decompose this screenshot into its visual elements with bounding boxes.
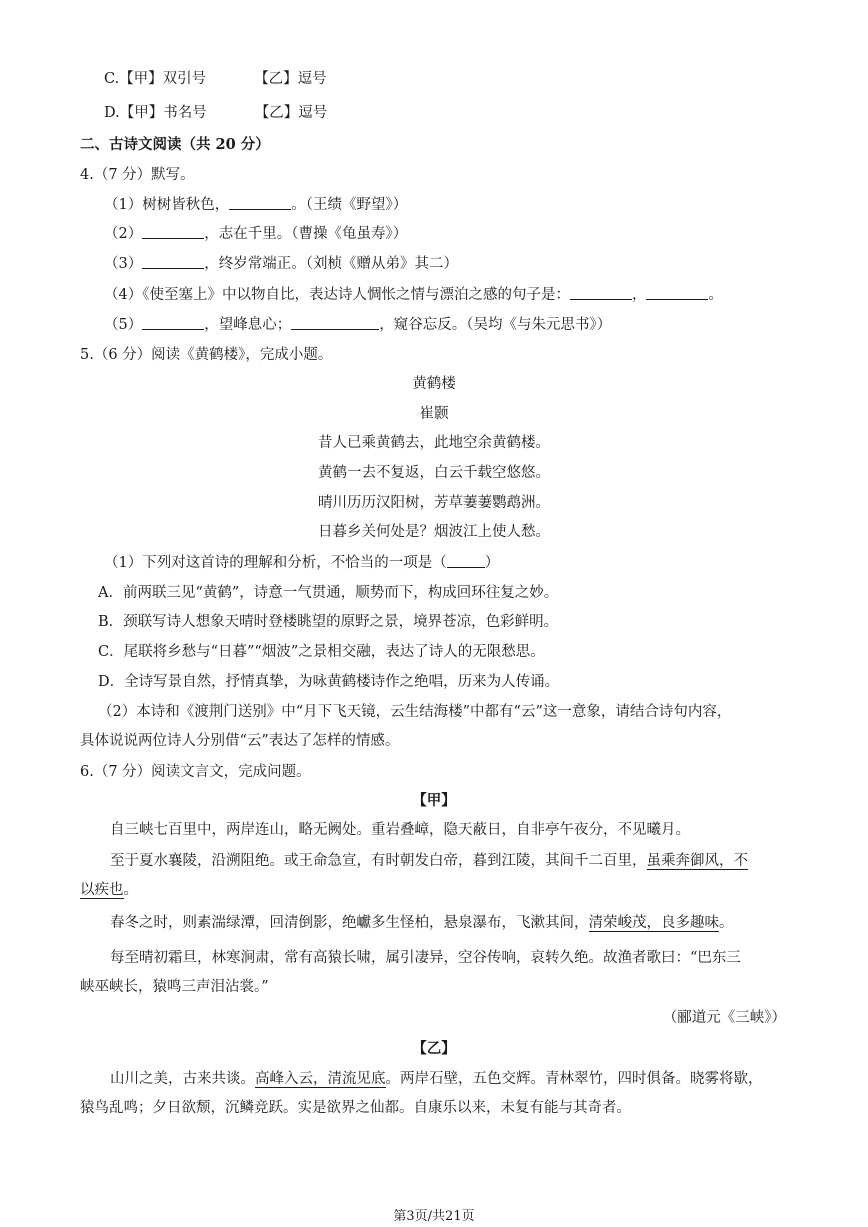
passage-paragraph: 每至晴初霜旦，林寒涧肃，常有高猿长啸，属引凄异，空谷传响，哀转久绝。故渔者歌曰：“巴东三 bbox=[110, 950, 741, 966]
passage-paragraph: 山川之美，古来共谈。高峰入云，清流见底。两岸石壁，五色交辉。青林翠竹，四时俱备。晓雾将歇， bbox=[110, 1071, 763, 1087]
passage-paragraph-cont: 以疾也。 bbox=[80, 882, 138, 898]
answer-blank[interactable] bbox=[142, 254, 204, 269]
passage-paragraph: 自三峡七百里中，两岸连山，略无阙处。重岩叠嶂，隐天蔽日，自非亭午夜分，不见曦月。 bbox=[110, 822, 690, 838]
q4-item-4: （4）《使至塞上》中以物自比，表达诗人惆怅之情与漂泊之感的句子是： ， 。 bbox=[104, 287, 723, 303]
poem-line: 晴川历历汉阳树，芳草萋萋鹦鹉洲。 bbox=[318, 495, 550, 511]
passage-paragraph-cont: 峡巫峡长，猿鸣三声泪沾裳。” bbox=[80, 979, 269, 995]
q3-option-d: D.【甲】书名号 【乙】逗号 bbox=[104, 105, 328, 121]
answer-blank[interactable] bbox=[291, 315, 379, 330]
passage-paragraph-cont: 猿鸟乱鸣；夕日欲颓，沉鳞竞跃。实是欲界之仙都。自康乐以来，未复有能与其奇者。 bbox=[80, 1100, 631, 1116]
q4-item-3: （3） ，终岁常端正。（刘桢《赠从弟》其二） bbox=[104, 256, 458, 272]
q6-stem: 6.（7 分）阅读文言文，完成问题。 bbox=[80, 764, 311, 780]
q3-option-c: C.【甲】双引号 【乙】逗号 bbox=[104, 71, 327, 87]
answer-blank[interactable] bbox=[142, 315, 204, 330]
answer-blank[interactable] bbox=[142, 224, 204, 239]
section-heading: 二、古诗文阅读（共 20 分） bbox=[80, 136, 270, 153]
underlined-sentence: 虽乘奔御风，不 bbox=[646, 853, 748, 869]
passage-paragraph: 春冬之时，则素湍绿潭，回清倒影，绝巘多生怪柏，悬泉瀑布，飞漱其间，清荣峻茂，良多趣味。 bbox=[110, 915, 734, 931]
q4-item-5: （5） ，望峰息心； ，窥谷忘反。（吴均《与朱元思书》） bbox=[104, 317, 612, 333]
answer-blank[interactable] bbox=[646, 285, 708, 300]
answer-blank[interactable] bbox=[447, 553, 485, 568]
q4-stem: 4.（7 分）默写。 bbox=[80, 167, 195, 183]
q5-sub2-cont: 具体说说两位诗人分别借“云”表达了怎样的情感。 bbox=[80, 733, 400, 749]
poem-line: 黄鹤一去不复返，白云千载空悠悠。 bbox=[318, 465, 550, 481]
q4-item-1: （1）树树皆秋色， 。（王绩《野望》） bbox=[104, 197, 408, 213]
q5-option-a: A．前两联三见“黄鹤”，诗意一气贯通，顺势而下，构成回环往复之妙。 bbox=[98, 585, 559, 601]
q5-sub1: （1）下列对这首诗的理解和分析，不恰当的一项是（ ） bbox=[104, 555, 500, 571]
passage-source: （郦道元《三峡》） bbox=[662, 1010, 786, 1026]
poem-line: 昔人已乘黄鹤去，此地空余黄鹤楼。 bbox=[318, 435, 550, 451]
q5-option-d: D．全诗写景自然，抒情真挚，为咏黄鹤楼诗作之绝唱，历来为人传诵。 bbox=[98, 674, 560, 690]
q5-option-c: C．尾联将乡愁与“日暮”“烟波”之景相交融，表达了诗人的无限愁思。 bbox=[98, 644, 545, 660]
passage-paragraph: 至于夏水襄陵，沿溯阻绝。或王命急宣，有时朝发白帝，暮到江陵，其间千二百里，虽乘奔御风，不 bbox=[110, 853, 748, 869]
passage-yi-title: 【乙】 bbox=[412, 1040, 456, 1057]
q5-sub2: （2）本诗和《渡荆门送别》中“月下飞天镜，云生结海楼”中都有“云”这一意象，请结合诗句内容， bbox=[98, 704, 732, 720]
poem-title: 黄鹤楼 bbox=[412, 376, 456, 392]
answer-blank[interactable] bbox=[570, 285, 632, 300]
underlined-sentence: 以疾也 bbox=[80, 882, 124, 898]
page-number: 第3页/共21页 bbox=[393, 1209, 475, 1224]
poem-author: 崔颢 bbox=[419, 406, 449, 422]
poem-line: 日暮乡关何处是？烟波江上使人愁。 bbox=[318, 524, 550, 540]
underlined-sentence: 高峰入云，清流见底 bbox=[255, 1071, 386, 1087]
answer-blank[interactable] bbox=[229, 195, 291, 210]
q4-item-2: （2） ，志在千里。（曹操《龟虽寿》） bbox=[104, 226, 408, 242]
q5-option-b: B．颈联写诗人想象天晴时登楼眺望的原野之景，境界苍凉，色彩鲜明。 bbox=[98, 614, 559, 630]
q5-stem: 5.（6 分）阅读《黄鹤楼》，完成小题。 bbox=[80, 347, 333, 363]
passage-jia-title: 【甲】 bbox=[412, 792, 456, 809]
underlined-sentence: 清荣峻茂，良多趣味 bbox=[588, 915, 719, 931]
